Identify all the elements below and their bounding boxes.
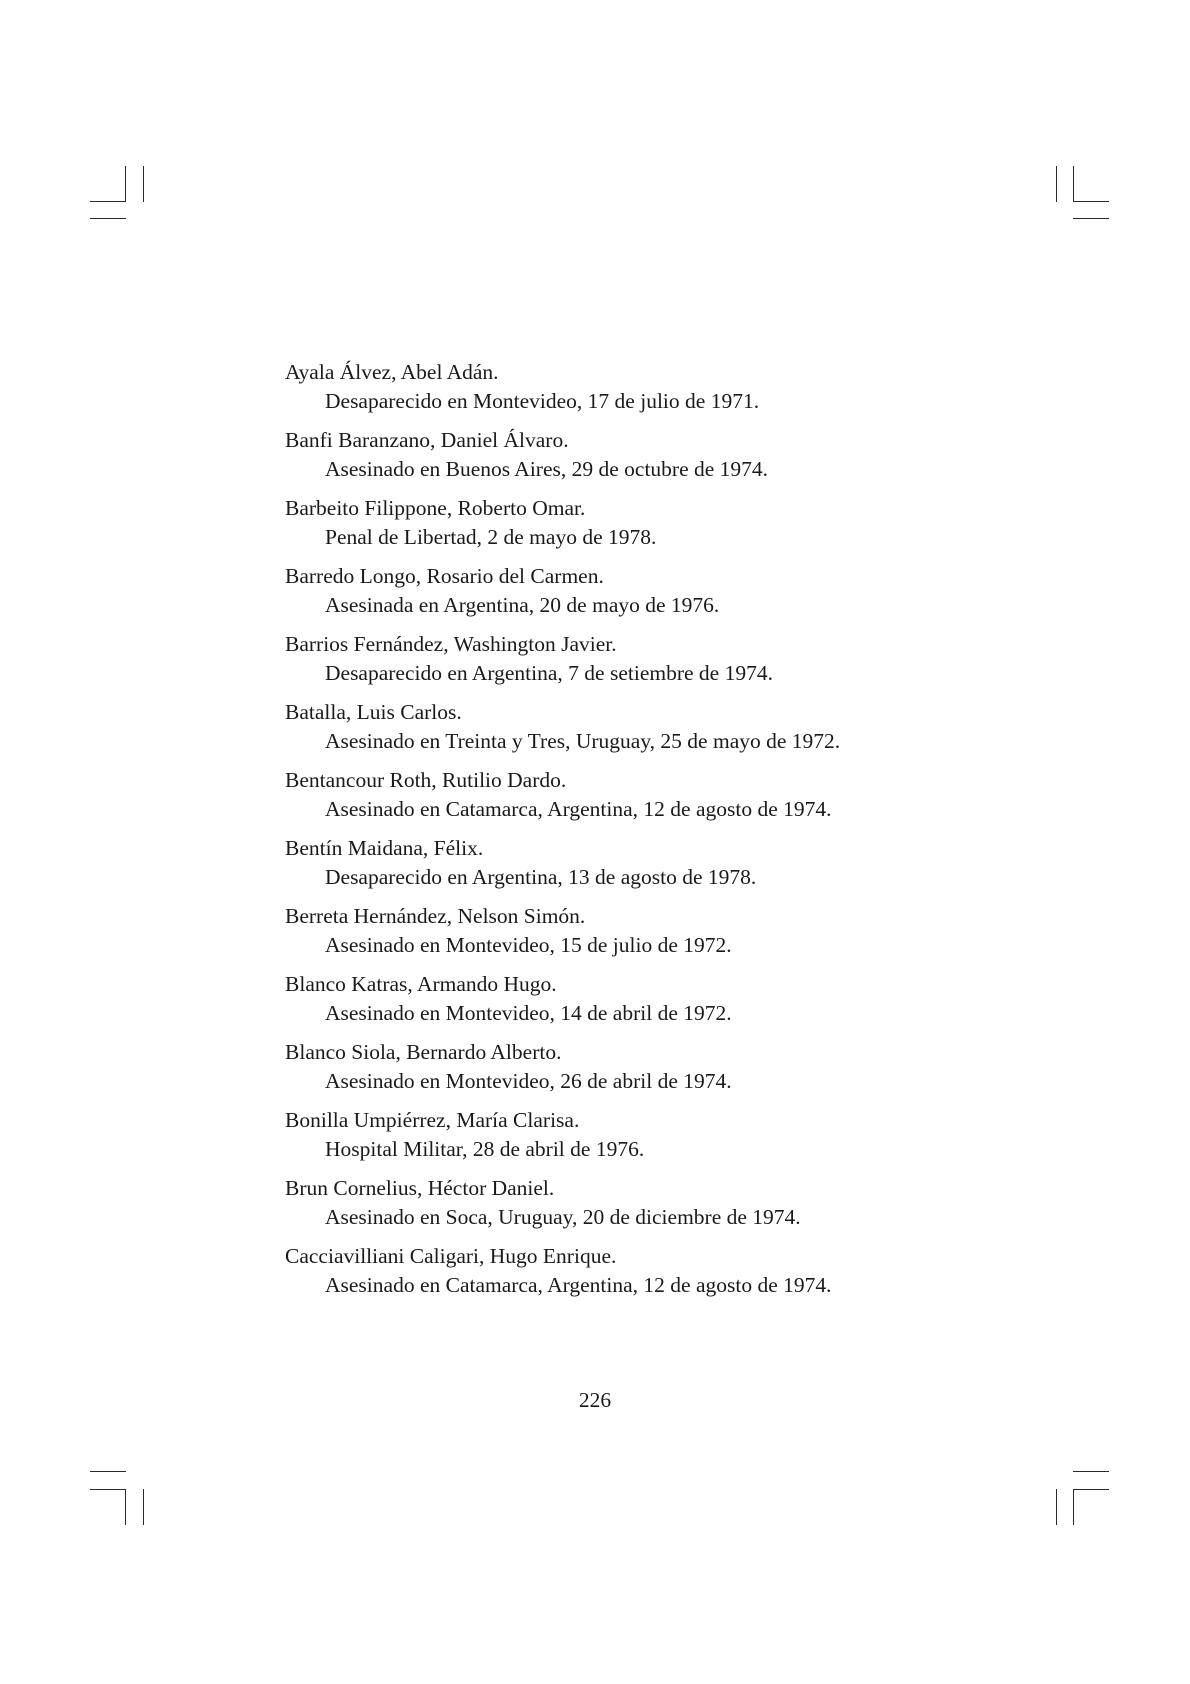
entry-detail: Asesinado en Montevideo, 14 de abril de 1972. <box>325 1001 732 1025</box>
crop-mark-bottom-left-v1 <box>125 1489 126 1525</box>
entry-detail: Asesinado en Catamarca, Argentina, 12 de agosto de 1974. <box>325 797 832 821</box>
list-item <box>285 1242 925 1300</box>
list-item <box>285 834 925 892</box>
crop-mark-bottom-left-h2 <box>90 1489 126 1490</box>
entry-detail: Asesinado en Montevideo, 15 de julio de 1972. <box>325 933 732 957</box>
entry-detail: Asesinado en Catamarca, Argentina, 12 de agosto de 1974. <box>325 1273 832 1297</box>
entry-detail: Asesinado en Montevideo, 26 de abril de 1974. <box>325 1069 732 1093</box>
list-item <box>285 358 925 416</box>
crop-mark-bottom-right-h1 <box>1073 1471 1109 1472</box>
entry-detail: Asesinado en Buenos Aires, 29 de octubre de 1974. <box>325 457 769 481</box>
entry-name: Bentancour Roth, Rutilio Dardo. <box>285 768 567 792</box>
list-item <box>285 970 925 1028</box>
entry-name: Ayala Álvez, Abel Adán. <box>285 360 499 384</box>
list-item <box>285 1038 925 1096</box>
entry-name: Berreta Hernández, Nelson Simón. <box>285 904 586 928</box>
entry-name: Barbeito Filippone, Roberto Omar. <box>285 496 586 520</box>
entry-name: Brun Cornelius, Héctor Daniel. <box>285 1176 555 1200</box>
list-item <box>285 1174 925 1232</box>
list-item <box>285 698 925 756</box>
list-item <box>285 766 925 824</box>
entry-detail: Asesinada en Argentina, 20 de mayo de 1976. <box>325 593 720 617</box>
entry-detail: Hospital Militar, 28 de abril de 1976. <box>325 1137 645 1161</box>
entry-detail: Desaparecido en Argentina, 13 de agosto de 1978. <box>325 865 757 889</box>
entry-name: Bonilla Umpiérrez, María Clarisa. <box>285 1108 580 1132</box>
entry-detail: Desaparecido en Argentina, 7 de setiembre de 1974. <box>325 661 773 685</box>
list-item <box>285 1106 925 1164</box>
crop-mark-bottom-left-h1 <box>90 1471 126 1472</box>
victims-list <box>285 358 925 1310</box>
page-number: 226 <box>578 1388 612 1412</box>
crop-mark-top-left-v2 <box>143 166 144 202</box>
entry-name: Cacciavilliani Caligari, Hugo Enrique. <box>285 1244 617 1268</box>
list-item <box>285 426 925 484</box>
list-item <box>285 494 925 552</box>
entry-detail: Penal de Libertad, 2 de mayo de 1978. <box>325 525 657 549</box>
entry-name: Barrios Fernández, Washington Javier. <box>285 632 617 656</box>
crop-mark-top-left-h2 <box>90 218 126 219</box>
entry-name: Blanco Siola, Bernardo Alberto. <box>285 1040 562 1064</box>
crop-mark-bottom-left-v2 <box>143 1489 144 1525</box>
crop-mark-bottom-right-h2 <box>1073 1489 1109 1490</box>
entry-name: Bentín Maidana, Félix. <box>285 836 484 860</box>
entry-detail: Desaparecido en Montevideo, 17 de julio de 1971. <box>325 389 760 413</box>
entry-name: Batalla, Luis Carlos. <box>285 700 462 724</box>
list-item <box>285 562 925 620</box>
crop-mark-top-left-h1 <box>90 201 126 202</box>
crop-mark-top-left-v1 <box>125 166 126 202</box>
list-item <box>285 902 925 960</box>
entry-name: Blanco Katras, Armando Hugo. <box>285 972 557 996</box>
entry-name: Barredo Longo, Rosario del Carmen. <box>285 564 604 588</box>
crop-mark-bottom-right-v1 <box>1056 1489 1057 1525</box>
entry-detail: Asesinado en Treinta y Tres, Uruguay, 25 de mayo de 1972. <box>325 729 841 753</box>
crop-mark-top-right-v1 <box>1056 166 1057 202</box>
crop-mark-top-right-v2 <box>1073 166 1074 202</box>
list-item <box>285 630 925 688</box>
entry-name: Banfi Baranzano, Daniel Álvaro. <box>285 428 569 452</box>
crop-mark-top-right-h1 <box>1073 201 1109 202</box>
entry-detail: Asesinado en Soca, Uruguay, 20 de diciembre de 1974. <box>325 1205 801 1229</box>
crop-mark-top-right-h2 <box>1073 218 1109 219</box>
crop-mark-bottom-right-v2 <box>1073 1489 1074 1525</box>
